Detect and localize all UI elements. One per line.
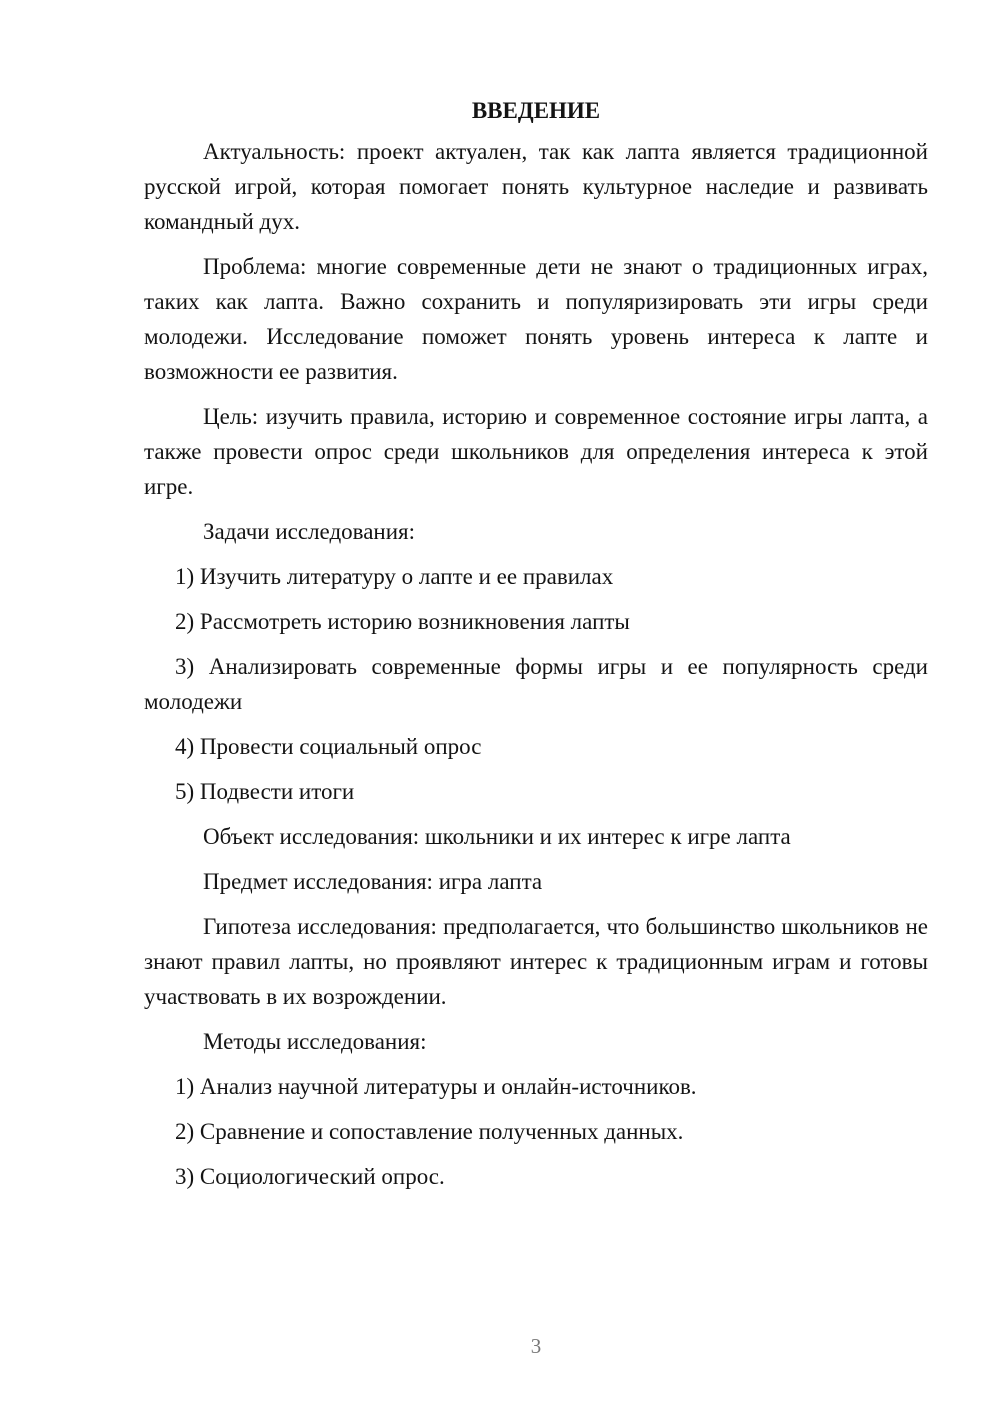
method-item-1: 1) Анализ научной литературы и онлайн-источников.: [175, 1074, 697, 1099]
task-item-5: 5) Подвести итоги: [175, 779, 355, 804]
task-item-4: 4) Провести социальный опрос: [175, 734, 482, 759]
paragraph-goal: Цель: изучить правила, историю и современное состояние игры лапта, а также провести опрос среди школьников для определения интереса к этой игре.: [144, 404, 928, 499]
method-item-2: 2) Сравнение и сопоставление полученных данных.: [175, 1119, 684, 1144]
paragraph-subject: Предмет исследования: игра лапта: [203, 869, 543, 894]
task-item-1: 1) Изучить литературу о лапте и ее правилах: [175, 564, 614, 589]
paragraph-hypothesis: Гипотеза исследования: предполагается, что большинство школьников не знают правил лапты, но проявляют интерес к традиционным играм и готовы участвовать в их возрождении.: [144, 914, 928, 1009]
task-item-2: 2) Рассмотреть историю возникновения лапты: [175, 609, 630, 634]
method-item-3: 3) Социологический опрос.: [175, 1164, 445, 1189]
paragraph-relevance: Актуальность: проект актуален, так как лапта является традиционной русской игрой, которая помогает понять культурное наследие и развивать командный дух.: [144, 139, 928, 234]
paragraph-problem: Проблема: многие современные дети не знают о традиционных играх, таких как лапта. Важно сохранить и популяризировать эти игры среди молодежи. Исследование поможет понять уровень интереса к лапте и возможности ее развития.: [144, 254, 928, 384]
section-title: ВВЕДЕНИЕ: [471, 98, 601, 123]
page-number: 3: [530, 1334, 542, 1358]
paragraph-tasks-heading: Задачи исследования:: [203, 519, 416, 544]
document-page: [144, 96, 928, 1204]
task-item-3: 3) Анализировать современные формы игры и ее популярность среди молодежи: [144, 654, 928, 714]
paragraph-object: Объект исследования: школьники и их интерес к игре лапта: [203, 824, 791, 849]
paragraph-methods-heading: Методы исследования:: [203, 1029, 427, 1054]
